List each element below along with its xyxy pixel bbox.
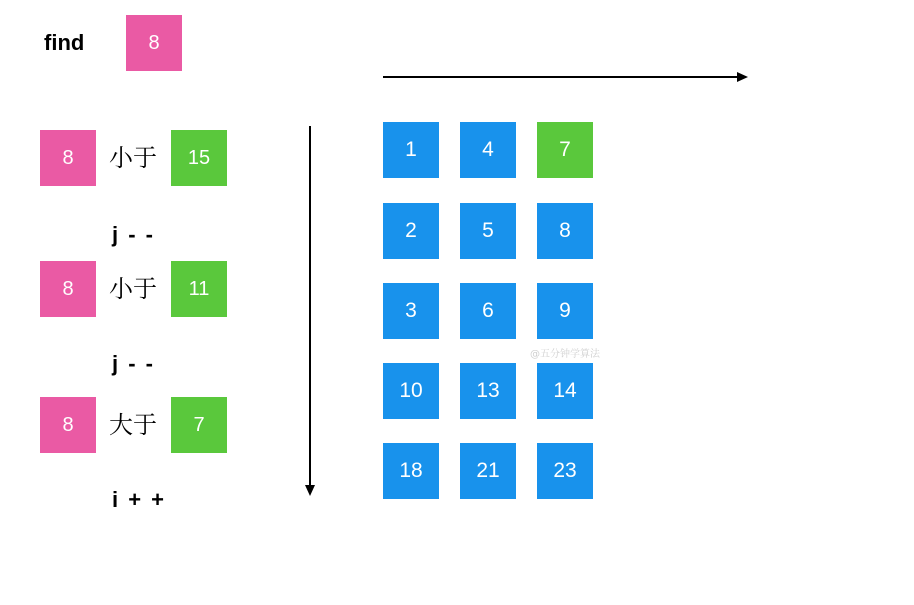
matrix-cell: 23 xyxy=(537,443,593,499)
matrix-cell: 1 xyxy=(383,122,439,178)
target-value-box: 8 xyxy=(126,15,182,71)
matrix-cell-highlighted: 7 xyxy=(537,122,593,178)
step-1-action: j - - xyxy=(112,222,155,247)
matrix-cell: 9 xyxy=(537,283,593,339)
matrix-cell: 13 xyxy=(460,363,516,419)
matrix-cell: 3 xyxy=(383,283,439,339)
matrix-cell: 14 xyxy=(537,363,593,419)
step-3-relation: 大于 xyxy=(109,411,157,439)
matrix-cell: 18 xyxy=(383,443,439,499)
step-2-relation: 小于 xyxy=(109,275,157,303)
find-label: find xyxy=(44,30,85,55)
horizontal-arrow xyxy=(383,72,748,82)
step-3-right-value: 7 xyxy=(171,397,227,453)
watermark-text: @五分钟学算法 xyxy=(530,349,600,360)
matrix-cell: 4 xyxy=(460,122,516,178)
matrix-cell: 10 xyxy=(383,363,439,419)
step-2-left-value: 8 xyxy=(40,261,96,317)
matrix-cell: 5 xyxy=(460,203,516,259)
matrix-cell: 8 xyxy=(537,203,593,259)
step-1-relation: 小于 xyxy=(109,144,157,172)
matrix-cell: 21 xyxy=(460,443,516,499)
matrix-cell: 2 xyxy=(383,203,439,259)
step-1-right-value: 15 xyxy=(171,130,227,186)
vertical-arrow xyxy=(305,126,315,496)
step-3-action: i + + xyxy=(112,487,167,512)
step-3-left-value: 8 xyxy=(40,397,96,453)
step-1-left-value: 8 xyxy=(40,130,96,186)
step-2-right-value: 11 xyxy=(171,261,227,317)
matrix-cell: 6 xyxy=(460,283,516,339)
step-2-action: j - - xyxy=(112,351,155,376)
